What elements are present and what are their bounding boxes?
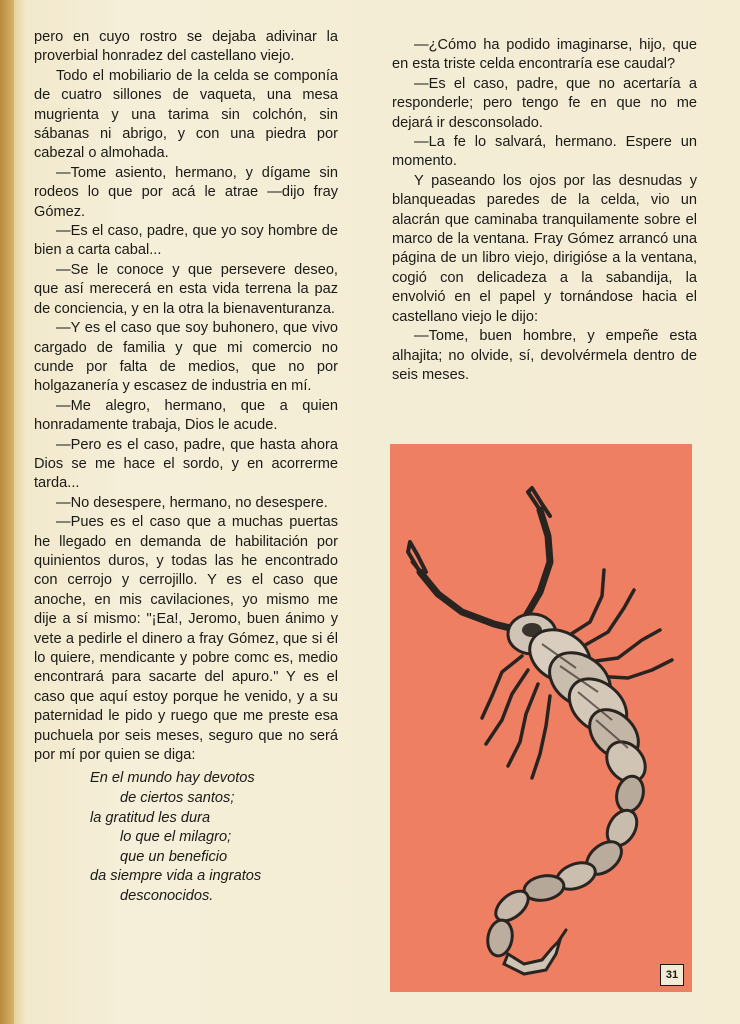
- right-text-column: [392, 36, 697, 385]
- paragraph: —Es el caso, padre, que no acertaría a responderle; pero tengo fe en que no me dejará ir desconsolado.: [392, 75, 697, 131]
- book-spine: [0, 0, 14, 1024]
- paragraph: —Tome asiento, hermano, y dígame sin rodeos lo que por acá le atrae —dijo fray Gómez.: [34, 164, 338, 220]
- paragraph: pero en cuyo rostro se dejaba adivinar la proverbial honradez del castellano viejo.: [34, 29, 338, 65]
- poem-line: la gratitud les dura: [90, 809, 211, 826]
- paragraph: —No desespere, hermano, no desespere.: [56, 494, 328, 511]
- paragraph: —Se le conoce y que persevere deseo, que así merecerá en esta vida terrena la paz de conciencia, y en la otra la bienaventuranza.: [34, 261, 338, 317]
- paragraph: —Y es el caso que soy buhonero, que vivo cargado de familia y que mi comercio no cunde por falta de medios, que no por holgazanería y escasez de industria en mí.: [34, 320, 338, 395]
- poem-line: En el mundo hay devotos: [90, 770, 255, 787]
- paragraph: —Es el caso, padre, que yo soy hombre de bien a carta cabal...: [34, 223, 338, 259]
- poem-line: desconocidos.: [120, 888, 214, 904]
- poem-line: que un beneficio: [120, 848, 228, 865]
- paragraph: —Pero es el caso, padre, que hasta ahora Dios se me hace el sordo, y en acorrerme tarda...: [34, 436, 338, 492]
- paragraph: —Me alegro, hermano, que a quien honradamente trabaja, Dios le acude.: [34, 397, 338, 434]
- paragraph: —Tome, buen hombre, y empeñe esta alhajita; no olvide, sí, devolvérmela dentro de seis meses.: [392, 328, 697, 383]
- poem-line: lo que el milagro;: [120, 829, 232, 846]
- paragraph: Y paseando los ojos por las desnudas y blanqueadas paredes de la celda, vio un alacrán que caminaba tranquilamente sobre el marco de la ventana. Fray Gómez arrancó una página de un libro viejo, dirigióse a la ventana, cogió con delicadeza a la sabandija, la envolvió en el papel y tornándose hacia el castellano viejo le dijo:: [392, 172, 697, 325]
- paragraph: —¿Cómo ha podido imaginarse, hijo, que en esta triste celda encontraría ese caudal?: [392, 37, 697, 73]
- scorpion-icon: [390, 444, 692, 992]
- poem-line: da siempre vida a ingratos: [90, 868, 262, 885]
- left-text-column: [34, 28, 338, 907]
- paragraph: Todo el mobiliario de la celda se componía de cuatro sillones de vaqueta, una mesa mugrienta y una tarima sin colchón, sin sábanas ni abrigo, y con una piedra por cabezal o almohada.: [34, 67, 338, 162]
- page-number: 31: [660, 964, 684, 986]
- poem-line: de ciertos santos;: [120, 790, 235, 807]
- poem-verse: [90, 769, 338, 906]
- paragraph: —La fe lo salvará, hermano. Espere un momento.: [392, 134, 697, 170]
- paragraph: —Pues es el caso que a muchas puertas he llegado en demanda de habilitación por quinientos duros, y todas las he encontrado con cerrojo y cerrojillo. Y es el caso que anoche, en mis cavilaciones, yo mismo me dije a sí mismo: "¡Ea!, Jeromo, buen ánimo y vete a pedirle el dinero a fray Gómez, que si él lo quiere, mendicante y pobre comc es, medio encontrará para sacarte del apuro." Y es el caso que aquí estoy porque he venido, y a su paternidad le pido y ruego que me preste esa puchuela por seis meses, seguro que no será por mí por quien se diga:: [34, 514, 338, 764]
- scorpion-illustration: [390, 444, 692, 992]
